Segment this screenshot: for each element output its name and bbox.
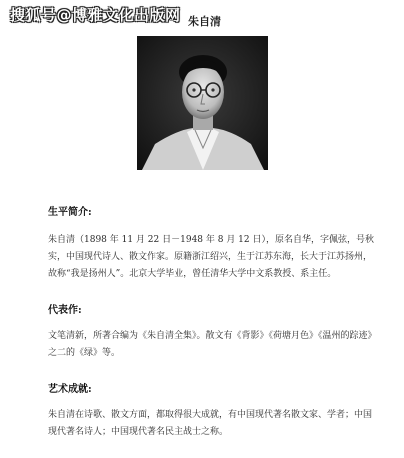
header-name: 朱自清 — [188, 15, 221, 28]
section-heading-achievements: 艺术成就: — [48, 384, 92, 395]
portrait-photo — [137, 36, 268, 170]
section-body-achievements: 朱自清在诗歌、散文方面，都取得很大成就，有中国现代著名散文家、学者；中国现代著名诗人；中国现代著名民主战士之称。 — [48, 410, 373, 437]
portrait-illustration — [137, 36, 268, 170]
section-heading-biography: 生平简介: — [48, 207, 92, 218]
section-body-works: 文笔清新，所著合编为《朱自清全集》。散文有《背影》《荷塘月色》《温州的踪迹》之二的《绿》等。 — [48, 331, 373, 358]
section-heading-works: 代表作: — [48, 305, 82, 316]
section-body-biography: 朱自清（1898 年 11 月 22 日－1948 年 8 月 12 日），原名自华，字佩弦，号秋实，中国现代诗人、散文作家。原籍浙江绍兴，生于江苏东海，长大于江苏扬州，故称“我是扬州人”。北京大学毕业，曾任清华大学中文系教授、系主任。 — [48, 235, 375, 279]
watermark-text: 搜狐号@博雅文化出版网 — [10, 6, 181, 24]
